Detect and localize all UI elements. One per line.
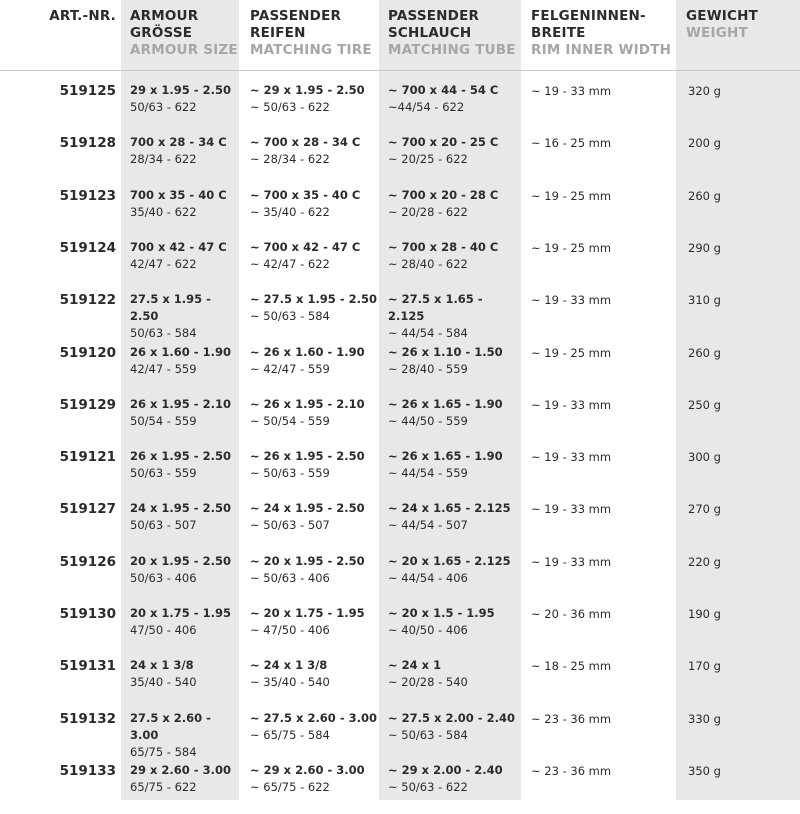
weight-value: 250 g [688,397,721,412]
armour-etrto: 50/63 - 622 [130,100,197,114]
weight-cell [688,554,788,571]
table-row [0,657,800,709]
header-artnr [0,8,116,25]
tire-cell [250,448,378,482]
rim-inner-width: ~ 23 - 36 mm [531,711,612,726]
table-row [0,134,800,186]
matching-tube: ~ 24 x 1.65 - 2.125 [388,501,511,516]
tube-cell [388,134,520,168]
tube-cell [388,396,520,430]
tire-cell [250,500,378,534]
table-row [0,762,800,814]
article-number: 519128 [59,135,116,152]
article-number: 519123 [59,187,116,204]
header-armour-en: ARMOUR SIZE [130,42,238,58]
tire-etrto: ~ 65/75 - 622 [250,779,330,794]
weight-value: 350 g [688,763,721,778]
weight-cell [688,449,788,466]
matching-tube: ~ 27.5 x 1.65 - 2.125 [388,292,483,324]
header-tube [388,8,520,59]
tube-cell [388,553,520,587]
tire-etrto: ~ 50/63 - 622 [250,100,330,114]
matching-tire: ~ 26 x 1.95 - 2.10 [250,396,365,411]
matching-tube: ~ 29 x 2.00 - 2.40 [388,762,503,777]
weight-value: 270 g [688,502,721,517]
tube-etrto: ~ 50/63 - 622 [388,779,468,794]
matching-tube: ~ 700 x 20 - 25 C [388,135,499,150]
matching-tube: ~ 20 x 1.5 - 1.95 [388,606,495,620]
matching-tire: ~ 26 x 1.95 - 2.50 [250,449,365,464]
tube-etrto: ~ 50/63 - 584 [388,727,468,742]
tire-etrto: ~ 50/63 - 559 [250,466,330,481]
armour-cell [130,500,242,534]
rim-cell [531,292,671,309]
matching-tube: ~ 20 x 1.65 - 2.125 [388,553,511,568]
tube-etrto: ~ 20/25 - 622 [388,152,468,167]
tire-cell [250,187,378,221]
armour-cell [130,187,242,221]
rim-cell [531,711,671,728]
tire-etrto: ~ 28/34 - 622 [250,152,330,167]
tire-etrto: ~ 47/50 - 406 [250,623,330,637]
matching-tire: ~ 29 x 1.95 - 2.50 [250,83,365,97]
armour-cell [130,553,242,587]
tube-etrto: ~ 44/54 - 507 [388,518,468,533]
weight-cell [688,345,788,362]
matching-tire: ~ 20 x 1.95 - 2.50 [250,553,365,568]
weight-cell [688,711,788,728]
weight-value: 320 g [688,84,721,98]
armour-etrto: 28/34 - 622 [130,152,197,167]
rim-inner-width: ~ 19 - 33 mm [531,502,612,517]
header-tire [250,8,375,59]
armour-etrto: 50/63 - 507 [130,518,197,533]
matching-tube: ~ 700 x 20 - 28 C [388,187,499,202]
matching-tube: ~ 27.5 x 2.00 - 2.40 [388,710,515,725]
tire-cell [250,344,378,378]
tire-cell [250,553,378,587]
header-tire-en: MATCHING TIRE [250,42,372,58]
header-rim-en: RIM INNER WIDTH [531,42,672,58]
armour-etrto: 47/50 - 406 [130,623,197,637]
rim-cell [531,606,671,623]
armour-cell [130,344,242,378]
matching-tire: ~ 700 x 28 - 34 C [250,135,361,150]
weight-cell [688,397,788,414]
table-row [0,710,800,762]
armour-size: 20 x 1.95 - 2.50 [130,553,231,568]
tire-etrto: ~ 35/40 - 540 [250,675,330,690]
article-number: 519126 [59,553,116,570]
article-number: 519124 [59,239,116,256]
rim-cell [531,240,671,257]
tire-cell [250,762,378,796]
rim-inner-width: ~ 23 - 36 mm [531,763,612,778]
tube-etrto: ~ 44/54 - 584 [388,326,468,341]
armour-cell [130,657,242,691]
header-weight [686,8,796,42]
tube-cell [388,605,520,639]
rim-cell [531,397,671,414]
table-row [0,605,800,657]
rim-inner-width: ~ 19 - 25 mm [531,240,612,255]
header-armour-de1: ARMOUR [130,8,199,24]
matching-tube: ~ 26 x 1.65 - 1.90 [388,396,503,411]
weight-value: 310 g [688,293,721,308]
matching-tire: ~ 700 x 35 - 40 C [250,187,361,202]
header-rim-de1: FELGENINNEN- [531,8,646,24]
armour-size: 29 x 1.95 - 2.50 [130,83,231,97]
table-row [0,82,800,134]
rim-inner-width: ~ 20 - 36 mm [531,607,612,621]
tube-etrto: ~ 44/50 - 559 [388,413,468,428]
article-number: 519132 [59,710,116,727]
tire-cell [250,239,378,273]
rim-inner-width: ~ 19 - 25 mm [531,188,612,203]
table-row [0,239,800,291]
table-header [0,0,800,71]
tire-cell [250,82,378,116]
matching-tire: ~ 20 x 1.75 - 1.95 [250,606,365,620]
weight-value: 220 g [688,554,721,569]
table-row [0,187,800,239]
rim-inner-width: ~ 19 - 25 mm [531,345,612,360]
tire-etrto: ~ 50/63 - 406 [250,570,330,585]
armour-cell [130,82,242,116]
armour-cell [130,710,242,761]
armour-etrto: 50/54 - 559 [130,413,197,428]
tube-etrto: ~ 40/50 - 406 [388,623,468,637]
armour-cell [130,134,242,168]
weight-cell [688,658,788,675]
tube-etrto: ~ 28/40 - 622 [388,256,468,271]
matching-tube: ~ 700 x 44 - 54 C [388,83,499,97]
tube-etrto: ~ 44/54 - 406 [388,570,468,585]
weight-value: 300 g [688,450,721,465]
matching-tube: ~ 26 x 1.10 - 1.50 [388,344,503,359]
armour-size: 24 x 1 3/8 [130,658,194,673]
header-rim [531,8,673,59]
tire-etrto: ~ 35/40 - 622 [250,204,330,219]
table-row [0,553,800,605]
weight-value: 260 g [688,345,721,360]
armour-size: 26 x 1.95 - 2.10 [130,396,231,411]
weight-cell [688,606,788,623]
armour-size: 29 x 2.60 - 3.00 [130,762,231,777]
tire-cell [250,291,378,325]
weight-cell [688,83,788,100]
matching-tire: ~ 27.5 x 2.60 - 3.00 [250,710,377,725]
tire-etrto: ~ 42/47 - 559 [250,361,330,376]
armour-size: 27.5 x 2.60 - 3.00 [130,710,211,742]
armour-etrto: 65/75 - 622 [130,779,197,794]
table-row [0,291,800,343]
matching-tube: ~ 24 x 1 [388,658,442,673]
header-tire-de2: REIFEN [250,25,306,41]
tube-etrto: ~ 20/28 - 622 [388,204,468,219]
article-number: 519129 [59,396,116,413]
tire-etrto: ~ 50/63 - 584 [250,309,330,324]
table-row [0,344,800,396]
article-number: 519122 [59,292,116,309]
armour-cell [130,448,242,482]
tube-cell [388,500,520,534]
tube-etrto: ~ 44/54 - 559 [388,466,468,481]
armour-etrto: 35/40 - 540 [130,675,197,690]
table-row [0,396,800,448]
armour-cell [130,396,242,430]
tire-etrto: ~ 50/63 - 507 [250,518,330,533]
armour-cell [130,239,242,273]
tire-etrto: ~ 65/75 - 584 [250,727,330,742]
weight-value: 330 g [688,711,721,726]
tire-cell [250,396,378,430]
tube-cell [388,762,520,796]
matching-tube: ~ 26 x 1.65 - 1.90 [388,449,503,464]
armour-size: 700 x 35 - 40 C [130,187,227,202]
rim-cell [531,135,671,152]
weight-value: 290 g [688,240,721,255]
rim-inner-width: ~ 19 - 33 mm [531,397,612,412]
rim-cell [531,763,671,780]
weight-cell [688,135,788,152]
matching-tube: ~ 700 x 28 - 40 C [388,239,499,254]
tube-cell [388,291,520,342]
weight-cell [688,240,788,257]
tire-cell [250,710,378,744]
matching-tire: ~ 24 x 1.95 - 2.50 [250,501,365,516]
weight-value: 260 g [688,188,721,203]
article-number: 519127 [59,501,116,518]
tube-etrto: ~ 20/28 - 540 [388,675,468,690]
armour-size: 700 x 28 - 34 C [130,135,227,150]
weight-value: 170 g [688,659,721,674]
header-armour [130,8,240,59]
tube-cell [388,82,520,116]
header-rim-de2: BREITE [531,25,586,41]
rim-cell [531,449,671,466]
rim-cell [531,501,671,518]
rim-cell [531,658,671,675]
matching-tire: ~ 27.5 x 1.95 - 2.50 [250,292,377,307]
tire-cell [250,134,378,168]
matching-tire: ~ 29 x 2.60 - 3.00 [250,762,365,777]
armour-size: 24 x 1.95 - 2.50 [130,501,231,516]
article-number: 519131 [59,658,116,675]
matching-tire: ~ 24 x 1 3/8 [250,658,328,673]
rim-inner-width: ~ 18 - 25 mm [531,659,612,674]
rim-cell [531,83,671,100]
header-weight-de: GEWICHT [686,8,759,24]
article-number: 519125 [59,83,116,99]
armour-cell [130,762,242,796]
rim-inner-width: ~ 19 - 33 mm [531,293,612,308]
article-number: 519121 [59,449,116,466]
armour-size: 700 x 42 - 47 C [130,239,227,254]
table-row [0,500,800,552]
rim-inner-width: ~ 19 - 33 mm [531,84,612,98]
weight-cell [688,188,788,205]
rim-inner-width: ~ 19 - 33 mm [531,554,612,569]
armour-size: 26 x 1.95 - 2.50 [130,449,231,464]
rim-inner-width: ~ 19 - 33 mm [531,450,612,465]
header-tube-de2: SCHLAUCH [388,25,472,41]
header-tube-en: MATCHING TUBE [388,42,516,58]
tube-cell [388,448,520,482]
tube-cell [388,344,520,378]
weight-cell [688,501,788,518]
armour-size: 26 x 1.60 - 1.90 [130,344,231,359]
article-number: 519130 [59,606,116,622]
rim-inner-width: ~ 16 - 25 mm [531,136,612,151]
tube-cell [388,710,520,744]
armour-etrto: 42/47 - 622 [130,256,197,271]
weight-cell [688,292,788,309]
tube-etrto: ~ 28/40 - 559 [388,361,468,376]
matching-tire: ~ 700 x 42 - 47 C [250,239,361,254]
rim-cell [531,554,671,571]
rim-cell [531,188,671,205]
tire-cell [250,605,378,639]
article-number: 519120 [59,344,116,361]
rim-cell [531,345,671,362]
tire-cell [250,657,378,691]
table-row [0,448,800,500]
tire-etrto: ~ 50/54 - 559 [250,413,330,428]
weight-cell [688,763,788,780]
armour-etrto: 50/63 - 406 [130,570,197,585]
armour-size: 27.5 x 1.95 - 2.50 [130,292,211,324]
armour-cell [130,291,242,342]
tube-cell [388,239,520,273]
header-tire-de1: PASSENDER [250,8,342,24]
armour-etrto: 42/47 - 559 [130,361,197,376]
article-number: 519133 [59,762,116,779]
header-artnr-label: ART.-NR. [49,8,116,24]
header-weight-en: WEIGHT [686,25,748,41]
tube-cell [388,657,520,691]
tube-cell [388,187,520,221]
matching-tire: ~ 26 x 1.60 - 1.90 [250,344,365,359]
weight-value: 200 g [688,136,721,151]
armour-etrto: 50/63 - 559 [130,466,197,481]
header-tube-de1: PASSENDER [388,8,480,24]
armour-etrto: 65/75 - 584 [130,744,197,759]
armour-size: 20 x 1.75 - 1.95 [130,606,231,620]
armour-etrto: 50/63 - 584 [130,326,197,341]
armour-cell [130,605,242,639]
header-armour-de2: GRÖSSE [130,25,193,41]
armour-etrto: 35/40 - 622 [130,204,197,219]
tire-etrto: ~ 42/47 - 622 [250,256,330,271]
weight-value: 190 g [688,607,721,621]
tube-etrto: ~44/54 - 622 [388,100,465,114]
